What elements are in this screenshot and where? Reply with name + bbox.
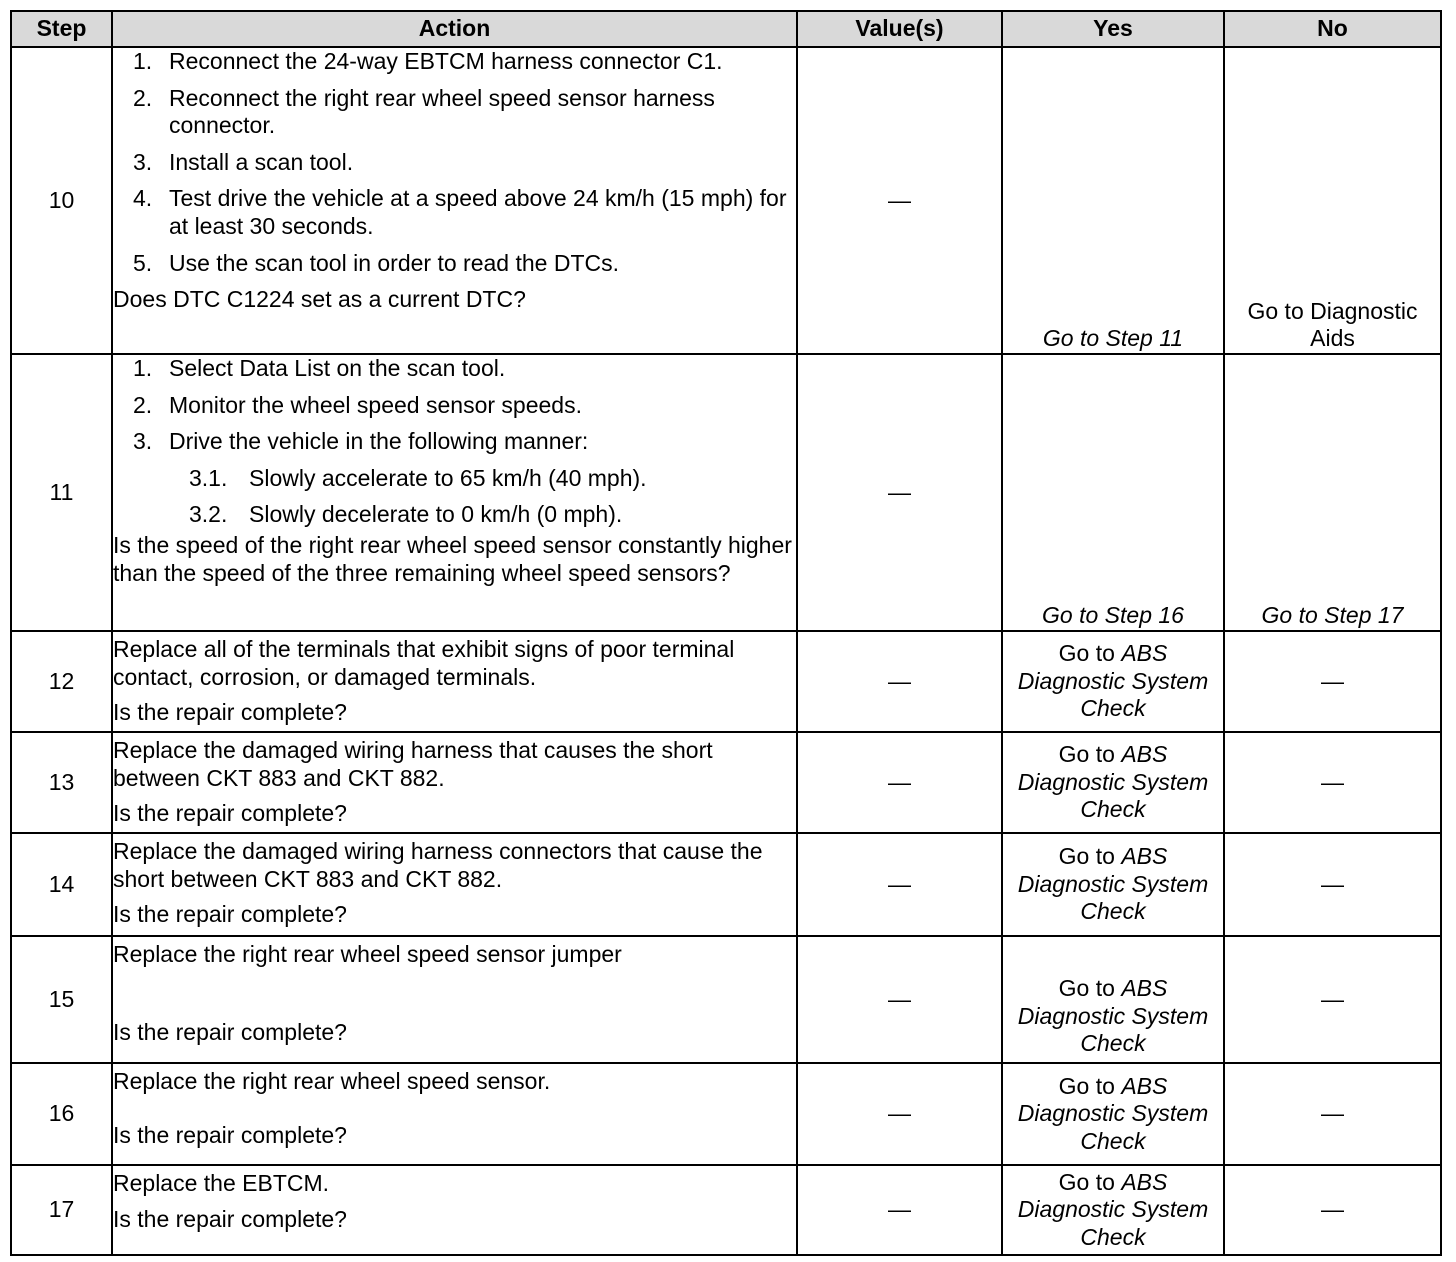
action-text: Replace the right rear wheel speed sensor. <box>113 1068 551 1094</box>
action-steps <box>113 48 796 277</box>
step-number: 16 <box>11 1063 112 1165</box>
no-cell: — <box>1224 732 1441 833</box>
action-text: Replace all of the terminals that exhibit signs of poor terminal contact, corrosion, or damaged terminals. <box>113 636 735 690</box>
value-cell: — <box>797 47 1002 354</box>
table-row <box>11 47 1441 354</box>
action-question: Is the repair complete? <box>113 1121 347 1148</box>
action-question: Is the repair complete? <box>113 699 347 726</box>
action-substep: 3.1. Slowly accelerate to 65 km/h (40 mph). <box>189 464 647 491</box>
action-cell <box>112 833 797 936</box>
action-text: Replace the damaged wiring harness connectors that cause the short between CKT 883 and CKT 882. <box>113 838 763 892</box>
yes-cell: Go to ABS Diagnostic System Check <box>1002 732 1224 833</box>
action-question: Does DTC C1224 set as a current DTC? <box>113 286 526 313</box>
action-step: 4. Test drive the vehicle at a speed above 24 km/h (15 mph) for at least 30 seconds. <box>133 185 787 239</box>
step-number: 15 <box>11 936 112 1063</box>
yes-cell: Go to ABS Diagnostic System Check <box>1002 1165 1224 1255</box>
value-cell: — <box>797 732 1002 833</box>
no-cell: — <box>1224 1165 1441 1255</box>
action-question: Is the speed of the right rear wheel speed sensor constantly higher than the speed of the three remaining wheel speed sensors? <box>113 531 792 586</box>
table-row <box>11 1063 1441 1165</box>
yes-cell: Go to ABS Diagnostic System Check <box>1002 936 1224 1063</box>
table-row <box>11 833 1441 936</box>
action-cell <box>112 631 797 732</box>
table-row <box>11 1165 1441 1255</box>
table-row <box>11 732 1441 833</box>
action-steps <box>113 355 796 529</box>
action-cell <box>112 936 797 1063</box>
yes-cell: Go to Step 11 <box>1002 47 1224 354</box>
action-step: 3. Drive the vehicle in the following manner: 3.1. Slowly accelerate to 65 km/h (40 mph). 3.2. Slowly decelerate to 0 km/h (0 mph). <box>113 428 796 529</box>
action-question: Is the repair complete? <box>113 901 347 928</box>
table-row <box>11 936 1441 1063</box>
yes-cell: Go to Step 16 <box>1002 354 1224 631</box>
header-no: No <box>1224 11 1441 47</box>
value-cell: — <box>797 631 1002 732</box>
spacer <box>113 977 796 1019</box>
header-yes: Yes <box>1002 11 1224 47</box>
action-cell <box>112 1165 797 1255</box>
header-row <box>11 11 1441 47</box>
no-cell: — <box>1224 936 1441 1063</box>
yes-cell: Go to ABS Diagnostic System Check <box>1002 1063 1224 1165</box>
value-cell: — <box>797 936 1002 1063</box>
yes-cell: Go to ABS Diagnostic System Check <box>1002 631 1224 732</box>
step-number: 17 <box>11 1165 112 1255</box>
value-cell: — <box>797 1165 1002 1255</box>
action-question: Is the repair complete? <box>113 800 347 827</box>
table-row <box>11 631 1441 732</box>
action-cell <box>112 354 797 631</box>
step-number: 12 <box>11 631 112 732</box>
header-step: Step <box>11 11 112 47</box>
no-cell: — <box>1224 631 1441 732</box>
value-cell: — <box>797 1063 1002 1165</box>
no-cell: Go to Step 17 <box>1224 354 1441 631</box>
action-step: 2. Monitor the wheel speed sensor speeds. <box>133 391 582 418</box>
action-step: 1. Select Data List on the scan tool. <box>133 355 506 381</box>
action-substep: 3.2. Slowly decelerate to 0 km/h (0 mph). <box>189 501 623 528</box>
action-text: Replace the right rear wheel speed sensor jumper <box>113 941 622 967</box>
action-cell <box>112 1063 797 1165</box>
action-step: 1. Reconnect the 24-way EBTCM harness connector C1. <box>133 48 723 74</box>
step-number: 11 <box>11 354 112 631</box>
value-cell: — <box>797 833 1002 936</box>
action-step: 5. Use the scan tool in order to read the DTCs. <box>133 249 619 276</box>
diagnostic-table <box>10 10 1442 1256</box>
header-action: Action <box>112 11 797 47</box>
action-question: Is the repair complete? <box>113 1018 347 1045</box>
action-text: Replace the EBTCM. <box>113 1170 330 1196</box>
action-step: 2. Reconnect the right rear wheel speed sensor harness connector. <box>133 84 715 139</box>
action-cell <box>112 732 797 833</box>
step-number: 14 <box>11 833 112 936</box>
action-substeps <box>169 465 796 529</box>
table-row <box>11 354 1441 631</box>
no-cell: — <box>1224 833 1441 936</box>
step-number: 13 <box>11 732 112 833</box>
step-number: 10 <box>11 47 112 354</box>
spacer <box>113 1104 796 1122</box>
header-values: Value(s) <box>797 11 1002 47</box>
no-cell: — <box>1224 1063 1441 1165</box>
action-question: Is the repair complete? <box>113 1205 347 1232</box>
action-step: 3. Install a scan tool. <box>133 148 354 175</box>
yes-cell: Go to ABS Diagnostic System Check <box>1002 833 1224 936</box>
no-cell: Go to Diagnostic Aids <box>1224 47 1441 354</box>
action-text: Replace the damaged wiring harness that causes the short between CKT 883 and CKT 882. <box>113 737 713 791</box>
value-cell: — <box>797 354 1002 631</box>
action-cell <box>112 47 797 354</box>
